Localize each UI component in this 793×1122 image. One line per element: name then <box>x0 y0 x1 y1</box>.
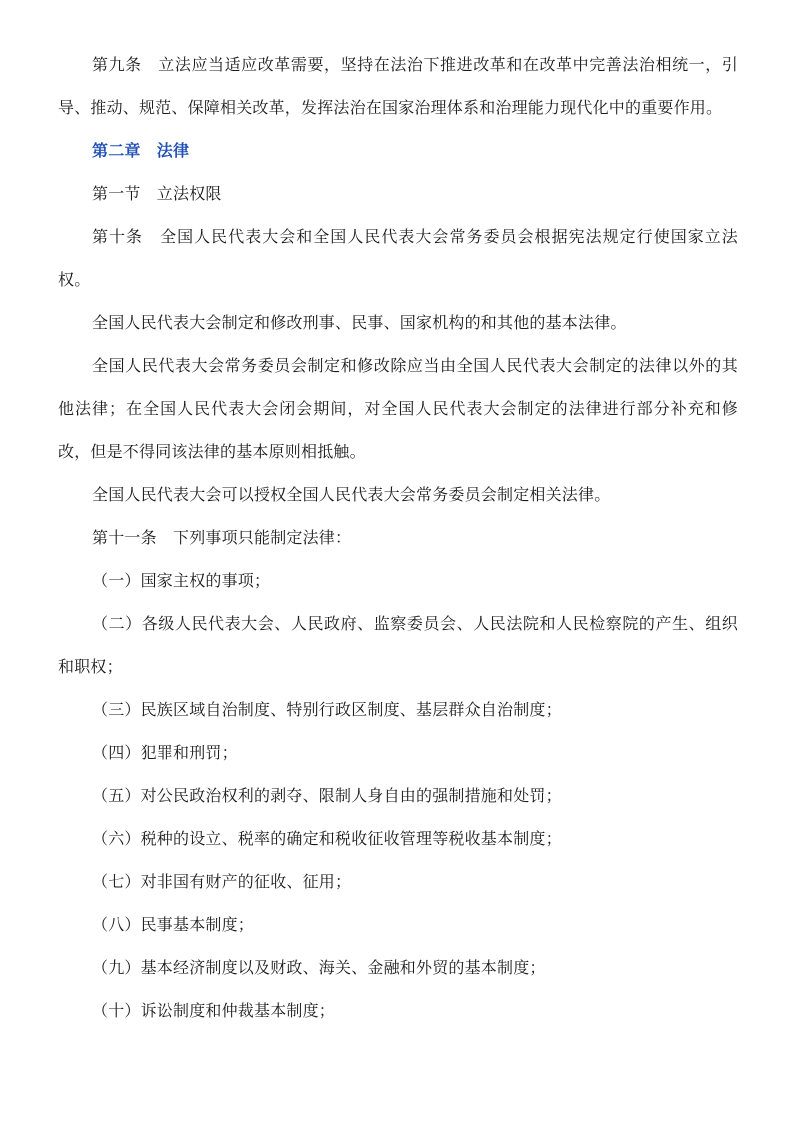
article-11-item-4: （四）犯罪和刑罚； <box>92 743 238 762</box>
article-11-item-9: （九）基本经济制度以及财政、海关、金融和外贸的基本制度； <box>92 958 546 977</box>
article-10-para-3: 全国人民代表大会常务委员会制定和修改除应当由全国人民代表大会制定的法律以外的其他法律；在全国人民代表大会闭会期间，对全国人民代表大会制定的法律进行部分补充和修改，但是不得同该法律的基本原则相抵触。 <box>58 356 738 461</box>
article-11-item-2: （二）各级人民代表大会、人民政府、监察委员会、人民法院和人民检察院的产生、组织和职权； <box>58 614 738 676</box>
article-11-item-10: （十）诉讼制度和仲裁基本制度； <box>92 1001 336 1020</box>
article-11-item-1: （一）国家主权的事项； <box>92 571 271 590</box>
article-10-para-4: 全国人民代表大会可以授权全国人民代表大会常务委员会制定相关法律。 <box>92 485 611 504</box>
article-11-item-7: （七）对非国有财产的征收、征用； <box>92 872 352 891</box>
document-page <box>58 43 738 1032</box>
article-11-item-3: （三）民族区域自治制度、特别行政区制度、基层群众自治制度； <box>92 700 562 719</box>
article-10: 第十条 全国人民代表大会和全国人民代表大会常务委员会根据宪法规定行使国家立法权。 <box>58 227 738 289</box>
section-1-title: 第一节 立法权限 <box>92 184 222 203</box>
chapter-2-heading: 第二章 法律 <box>92 141 190 160</box>
article-9: 第九条 立法应当适应改革需要，坚持在法治下推进改革和在改革中完善法治相统一，引导、推动、规范、保障相关改革，发挥法治在国家治理体系和治理能力现代化中的重要作用。 <box>58 55 738 117</box>
article-11-item-8: （八）民事基本制度； <box>92 915 255 934</box>
article-11-item-6: （六）税种的设立、税率的确定和税收征收管理等税收基本制度； <box>92 829 562 848</box>
article-10-para-2: 全国人民代表大会制定和修改刑事、民事、国家机构的和其他的基本法律。 <box>92 313 627 332</box>
article-11: 第十一条 下列事项只能制定法律： <box>92 528 352 547</box>
article-11-item-5: （五）对公民政治权利的剥夺、限制人身自由的强制措施和处罚； <box>92 786 562 805</box>
